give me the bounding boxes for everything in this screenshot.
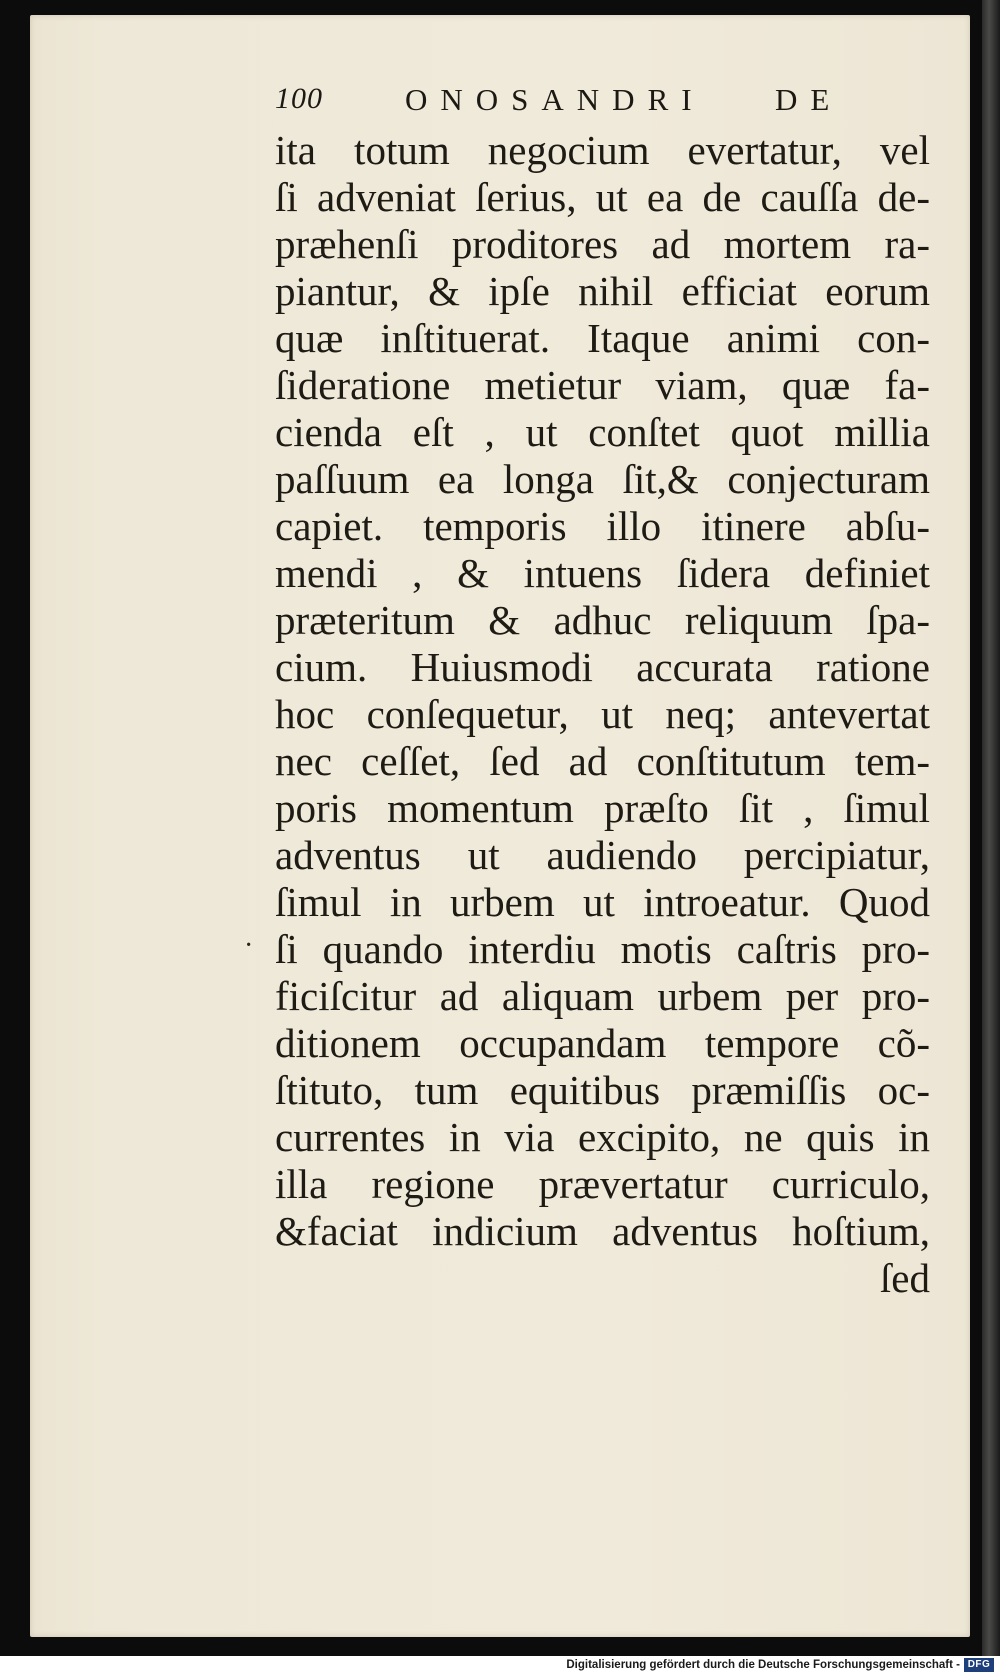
text-line: ſi quando interdiu motis caſtris pro-	[275, 926, 930, 972]
text-line: ſi adveniat ſerius, ut ea de cauſſa de-	[275, 174, 930, 220]
funding-credit: Digitalisierung gefördert durch die Deutsche Forschungsgemeinschaft -	[566, 1659, 960, 1671]
text-line: ſimul in urbem ut introeatur. Quod	[275, 879, 930, 925]
text-line: mendi , & intuens ſidera definiet	[275, 550, 930, 596]
margin-mark: ·	[244, 930, 254, 961]
text-line: ficiſcitur ad aliquam urbem per pro-	[275, 973, 930, 1019]
text-line: ſideratione metietur viam, quæ fa-	[275, 362, 930, 408]
text-line: illa regione prævertatur curriculo,	[275, 1161, 930, 1207]
running-head-word: DE	[775, 82, 843, 117]
text-line: piantur, & ipſe nihil efficiat eorum	[275, 268, 930, 314]
dfg-logo: DFG	[964, 1658, 994, 1672]
text-line: ditionem occupandam tempore cõ-	[275, 1020, 930, 1066]
text-line: nec ceſſet, ſed ad conſtitutum tem-	[275, 738, 930, 784]
text-line: ſtituto, tum equitibus præmiſſis oc-	[275, 1067, 930, 1113]
catchword: ſed	[879, 1255, 930, 1301]
text-line: quæ inſtituerat. Itaque animi con-	[275, 315, 930, 361]
text-line: cienda eſt , ut conſtet quot millia	[275, 409, 930, 455]
running-head-title: ONOSANDRI	[405, 82, 705, 117]
text-line: capiet. temporis illo itinere abſu-	[275, 503, 930, 549]
text-line: cium. Huiusmodi accurata ratione	[275, 644, 930, 690]
running-head	[275, 82, 875, 122]
book-page-edge	[982, 0, 1000, 1656]
text-line: præteritum & adhuc reliquum ſpa-	[275, 597, 930, 643]
text-line: præhenſi proditores ad mortem ra-	[275, 221, 930, 267]
page-number: 100	[275, 82, 323, 115]
text-line: poris momentum præſto ſit , ſimul	[275, 785, 930, 831]
text-line: paſſuum ea longa ſit,& conjecturam	[275, 456, 930, 502]
text-line: adventus ut audiendo percipiatur,	[275, 832, 930, 878]
text-line: ita totum negocium evertatur, vel	[275, 127, 930, 173]
text-line: hoc conſequetur, ut neq; antevertat	[275, 691, 930, 737]
text-line: &faciat indicium adventus hoſtium,	[275, 1208, 930, 1254]
body-text	[275, 127, 930, 1302]
text-line: currentes in via excipito, ne quis in	[275, 1114, 930, 1160]
